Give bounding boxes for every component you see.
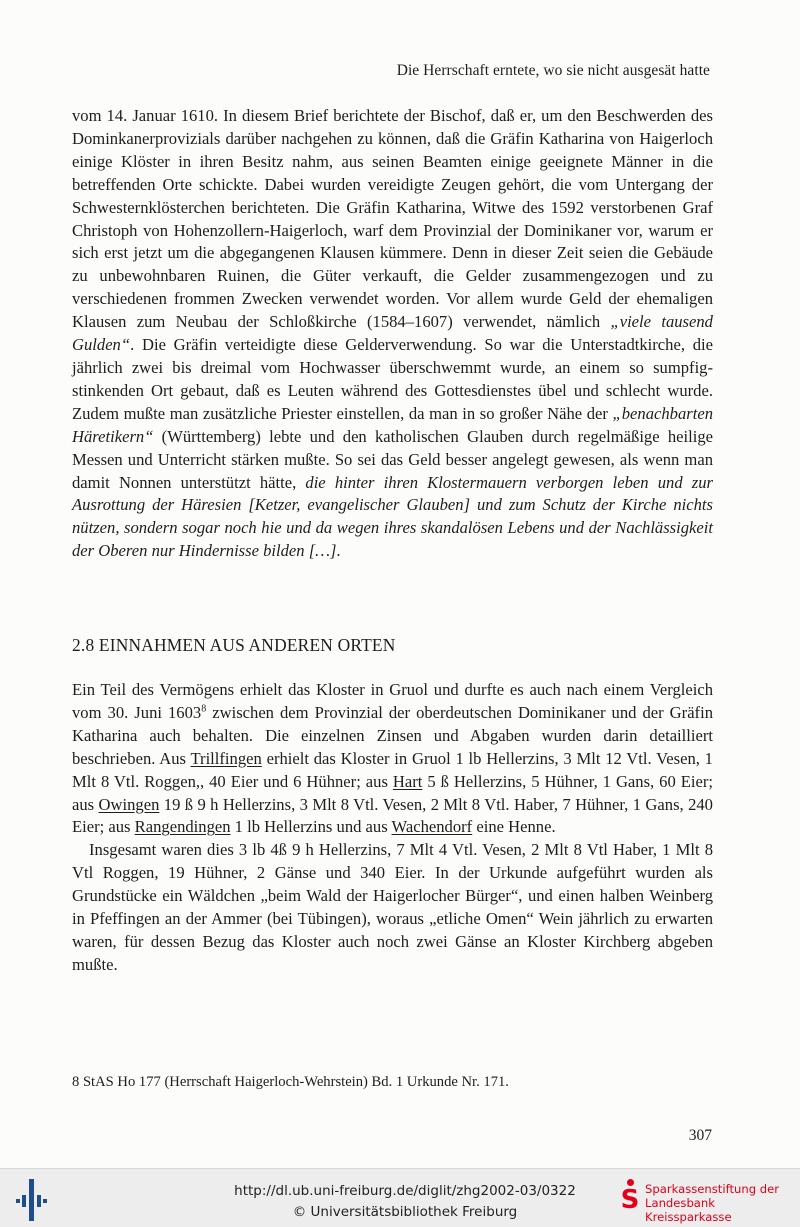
paragraph: Insgesamt waren dies 3 lb 4ß 9 h Hellerzins, 7 Mlt 4 Vtl. Vesen, 2 Mlt 8 Vtl Haber, 1 Mlt 8 Vtl Roggen, 19 Hühner, 2 Gänse und 340 Eier. In der Urkunde aufgeführt wurden als Grundstücke ein Wäldchen „beim Wald der Haigerlocher Bürger“, und einen halben Weinberg in Pfeffingen an der Ammer (bei Tübingen), woraus „etliche Omen“ Wein jährlich zu erwarten waren, für dessen Bezug das Kloster auch noch zwei Gänse an Kloster Kirchberg abgeben mußte. bbox=[72, 840, 713, 974]
italic-quote: „benachbarten Häretikern“ bbox=[72, 403, 713, 446]
text-run: Ein Teil des Vermögens erhielt das Kloster in Gruol und durfte es auch nach einem Vergleich vom 30. Juni 1603 bbox=[72, 680, 713, 722]
text-run: 1 lb Hellerzins und aus bbox=[230, 817, 392, 837]
text-run: erhielt das Kloster in Gruol 1 lb Hellerzins, 3 Mlt 12 Vtl. Vesen, 1 Mlt 8 Vtl. Roggen,, 40 Eier und 6 Hühner; aus bbox=[72, 748, 713, 791]
permalink-url[interactable]: http://dl.ub.uni-freiburg.de/diglit/zhg2002-03/0322 bbox=[234, 1183, 576, 1199]
copyright-notice: © Universitätsbibliothek Freiburg bbox=[292, 1204, 518, 1220]
digitization-footer bbox=[0, 1168, 800, 1227]
body-text-continued bbox=[72, 105, 713, 563]
text-run: vom 14. Januar 1610. In diesem Brief berichtete der Bischof, daß er, um den Beschwerden des Dominkanerprovizials darüber nachgehen zu können, daß die Gräfin Katharina von Haigerloch einige Klöster in ihren Besitz nahm, aus seinen Beamten einige geeignete Männer in die betreffenden Orte schickte. Dabei wurden vereidigte Zeugen gehört, die vom Untergang der Schwesternklösterchen berichteten. Die Gräfin Katharina, Witwe des 1592 verstorbenen Graf Christoph von Hohenzollern-Haigerloch, warf dem Provinzial der Dominikaner vor, warum er sich erst jetzt um die abgegangenen Klausen kümmere. Denn in dieser Zeit seien die Gebäude zu unbewohnbaren Ruinen, die Güter verkauft, die Gelder zusammengezogen und zu verschiedenen frommen Zwecken verwendet worden. Vor allem wurde Geld der ehemaligen Klausen zum Neubau der Schloßkirche (1584–1607) verwendet, nämlich bbox=[72, 106, 713, 332]
text-run: 19 ß 9 h Hellerzins, 3 Mlt 8 Vtl. Vesen, 2 Mlt 8 Vtl. Haber, 7 Hühner, 1 Gans, 240 Eier; aus bbox=[72, 794, 713, 837]
paragraph bbox=[72, 105, 713, 563]
footnote: 8 StAS Ho 177 (Herrschaft Haigerloch-Wehrstein) Bd. 1 Urkunde Nr. 171. bbox=[72, 1074, 509, 1090]
section-body bbox=[72, 679, 713, 977]
text-run: . bbox=[336, 541, 341, 561]
paragraph bbox=[72, 679, 713, 839]
footnote-reference: 8 bbox=[201, 703, 207, 715]
text-run: (Württemberg) lebte und den katholischen Glauben durch regelmäßige heilige Messen und Unterricht stärken mußte. So sei das Geld besser angelegt gewesen, als wenn man damit Nonnen unterstützt hätte, bbox=[72, 426, 713, 492]
place-name: Trillfingen bbox=[190, 748, 262, 768]
text-run: eine Henne. bbox=[472, 817, 556, 837]
italic-quote: die hinter ihren Klostermauern verborgen leben und zur Ausrottung der Häresien [Ketzer, evangelischer Glauben] und zum Schutz der Kirche nichts nützen, sondern sogar noch hie und da wegen ihres skandalösen Lebens und der Nachlässigkeit der Oberen nur Hindernisse bilden […] bbox=[72, 472, 713, 561]
page-number: 307 bbox=[688, 1127, 712, 1144]
sponsor-line: Sparkassenstiftung der bbox=[645, 1182, 779, 1196]
running-head: Die Herrschaft erntete, wo sie nicht ausgesät hatte bbox=[396, 62, 710, 79]
place-name: Owingen bbox=[98, 794, 160, 814]
text-run: 5 ß Hellerzins, 5 Hühner, 1 Gans, 60 Eier; aus bbox=[72, 771, 713, 814]
place-name: Rangendingen bbox=[134, 817, 231, 837]
sparkasse-logo-icon: S bbox=[619, 1179, 641, 1217]
section-heading: 2.8 EINNAHMEN AUS ANDEREN ORTEN bbox=[72, 635, 396, 655]
sponsor-line: Landesbank Kreissparkasse bbox=[645, 1196, 732, 1224]
place-name: Wachendorf bbox=[391, 817, 473, 837]
italic-quote: „viele tausend Gulden“ bbox=[72, 312, 713, 355]
sponsor-text bbox=[645, 1182, 795, 1224]
place-name: Hart bbox=[392, 771, 423, 791]
text-run: . Die Gräfin verteidigte diese Gelderverwendung. So war die Unterstadtkirche, die jährlich zwei bis dreimal vom Hochwasser überschwemmt wurde, an einem so sumpfig-stinkenden Ort gebaut, daß es Leuten während des Gottesdienstes übel und schlecht wurde. Zudem mußte man zusätzliche Priester einstellen, da man in so großer Nähe der bbox=[72, 335, 713, 423]
text-run: zwischen dem Provinzial der oberdeutschen Dominikaner und der Gräfin Katharina auch behalten. Die einzelnen Zinsen und Abgaben wurden darin detailliert beschrieben. Aus bbox=[72, 702, 713, 768]
